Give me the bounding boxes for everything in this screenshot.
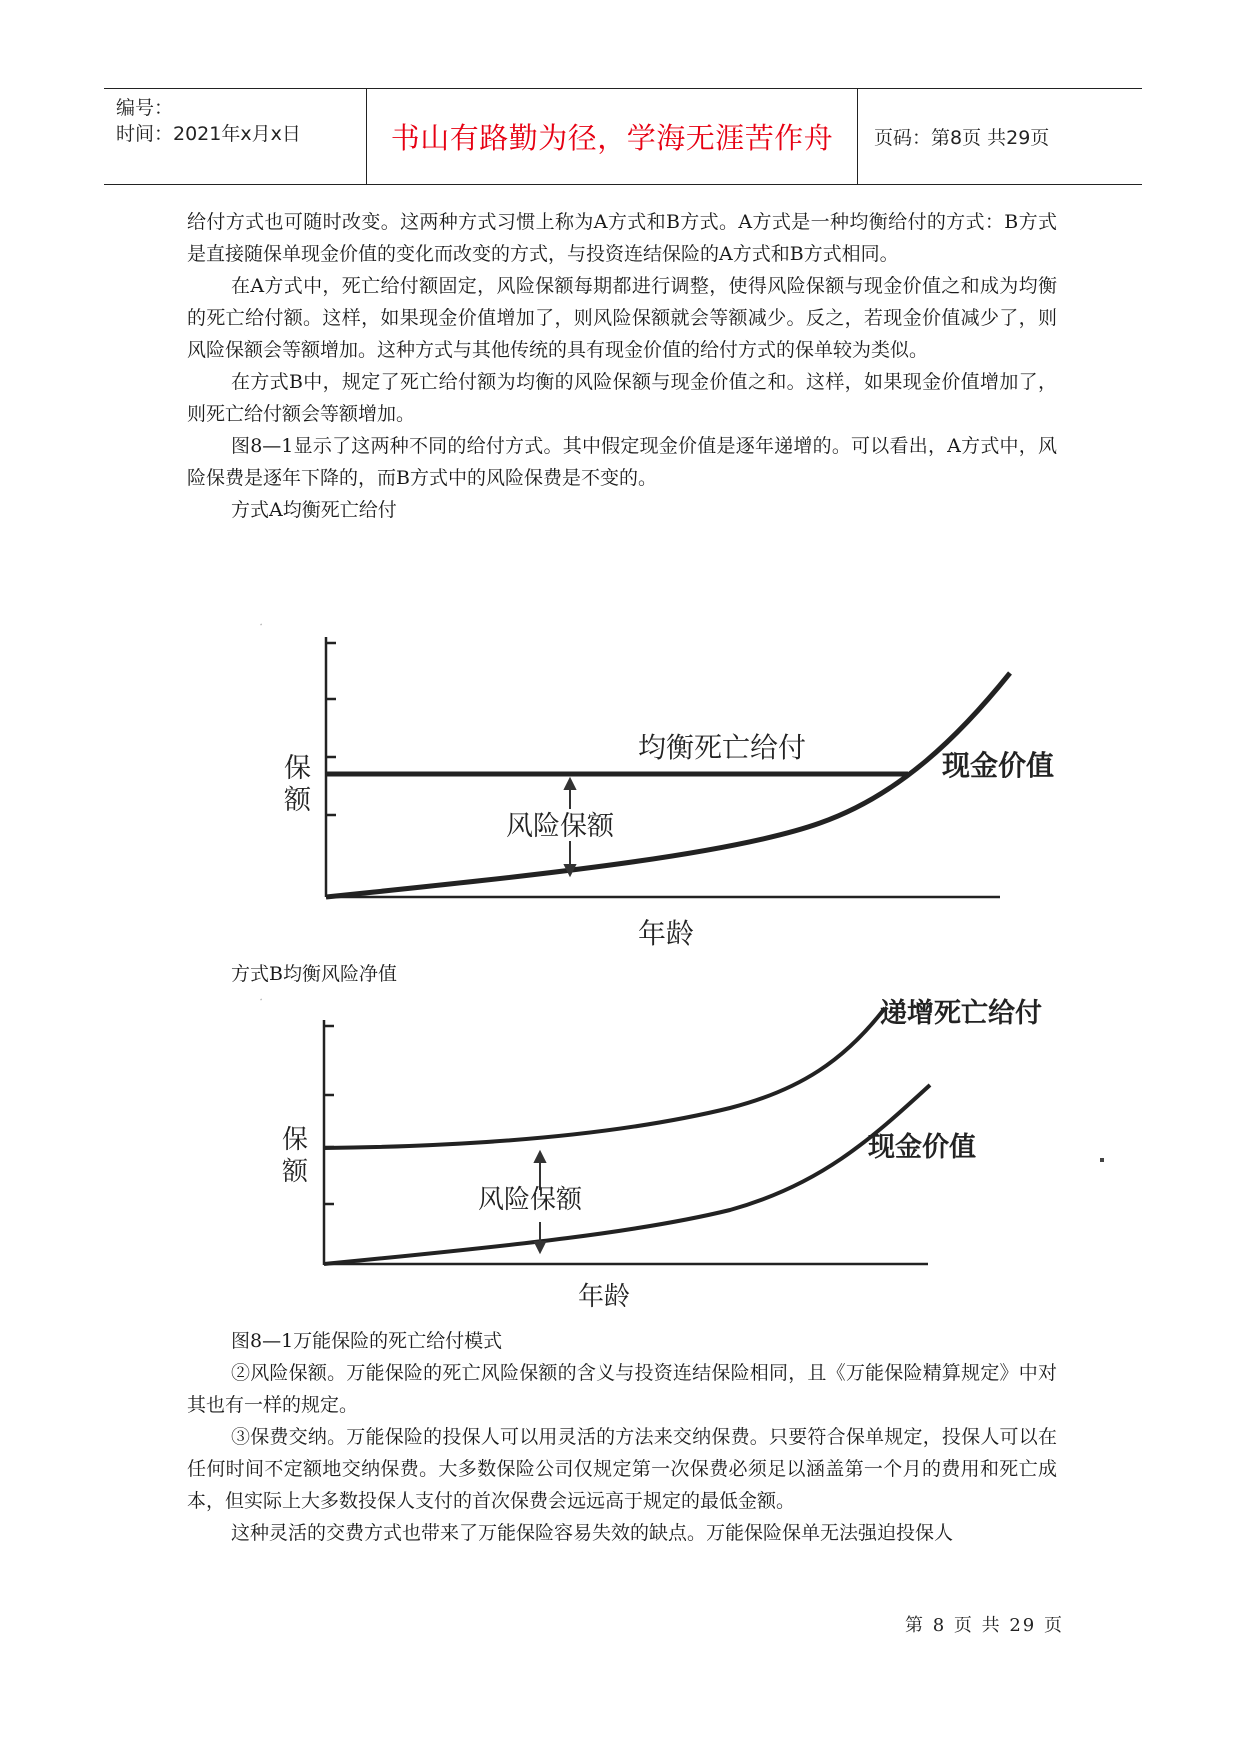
header-motto	[367, 89, 858, 184]
body-text-bottom	[187, 1325, 1057, 1549]
page-footer: 第 8 页 共 29 页	[905, 1615, 1064, 1636]
figure-a-ylabel-1: 保	[284, 753, 311, 784]
header-page-code: 页码：第8页 共29页	[874, 127, 1050, 149]
paragraph: 在A方式中，死亡给付额固定，风险保额每期都进行调整，使得风险保额与现金价值之和成为均衡的死亡给付额。这样，如果现金价值增加了，则风险保额就会等额减少。反之，若现金价值减少了，则风险保额会等额增加。这种方式与其他传统的具有现金价值的给付方式的保单较为类似。	[187, 275, 1057, 361]
figure-b-caption: 方式B均衡风险净值	[231, 963, 397, 985]
figure-a	[260, 625, 1055, 955]
figure-b-ylabel: 保额	[260, 1000, 262, 1001]
figure-a-gap-label: 风险保额	[506, 811, 614, 842]
figure-b-caption-block	[187, 958, 1057, 990]
paragraph: 图8—1显示了这两种不同的给付方式。其中假定现金价值是逐年递增的。可以看出，A方式中，风险保费是逐年下降的，而B方式中的风险保费是不变的。	[187, 435, 1057, 489]
figure-a-xlabel: 年龄	[638, 917, 695, 950]
cash-value-curve	[324, 1085, 930, 1264]
figure-caption: 图8—1万能保险的死亡给付模式	[231, 1330, 503, 1352]
figure-a-line-label: 均衡死亡给付	[638, 731, 807, 764]
figure-a-ylabel: 保额	[260, 625, 262, 626]
figure-b-gap-label: 风险保额	[478, 1185, 583, 1215]
increasing-death-benefit-curve	[324, 1008, 885, 1148]
body-text-top	[187, 206, 1057, 526]
page-header	[104, 88, 1142, 185]
figure-a-ylabel-2: 额	[284, 785, 311, 816]
figure-a-curve-label: 现金价值	[942, 749, 1055, 782]
figure-a-caption: 方式A均衡死亡给付	[231, 499, 397, 521]
time-label: 时间：2021年x月x日	[116, 123, 301, 145]
cash-value-curve	[326, 673, 1010, 897]
header-meta	[104, 89, 367, 184]
figure-b	[260, 1000, 1120, 1320]
paragraph: ③保费交纳。万能保险的投保人可以用灵活的方法来交纳保费。只要符合保单规定，投保人可以在任何时间不定额地交纳保费。大多数保险公司仅规定第一次保费必须足以涵盖第一个月的费用和死亡成本，但实际上大多数投保人支付的首次保费会远远高于规定的最低金额。	[187, 1426, 1057, 1512]
paragraph: 给付方式也可随时改变。这两种方式习惯上称为A方式和B方式。A方式是一种均衡给付的方式：B方式是直接随保单现金价值的变化而改变的方式，与投资连结保险的A方式和B方式相同。	[187, 211, 1057, 265]
motto-text: 书山有路勤为径，学海无涯苦作舟	[390, 121, 834, 155]
figure-b-curve-label: 现金价值	[868, 1132, 976, 1163]
paragraph: 这种灵活的交费方式也带来了万能保险容易失效的缺点。万能保险保单无法强迫投保人	[231, 1522, 954, 1544]
figure-b-line-label: 递增死亡给付	[880, 998, 1042, 1029]
paragraph: 在方式B中，规定了死亡给付额为均衡的风险保额与现金价值之和。这样，如果现金价值增加了，则死亡给付额会等额增加。	[187, 371, 1057, 425]
number-label: 编号：	[116, 97, 174, 119]
figure-b-ylabel-2: 额	[282, 1157, 309, 1187]
figure-b-ylabel-1: 保	[282, 1125, 309, 1155]
figure-b-xlabel: 年龄	[578, 1282, 631, 1312]
paragraph: ②风险保额。万能保险的死亡风险保额的含义与投资连结保险相同，且《万能保险精算规定》中对其也有一样的规定。	[187, 1362, 1057, 1416]
